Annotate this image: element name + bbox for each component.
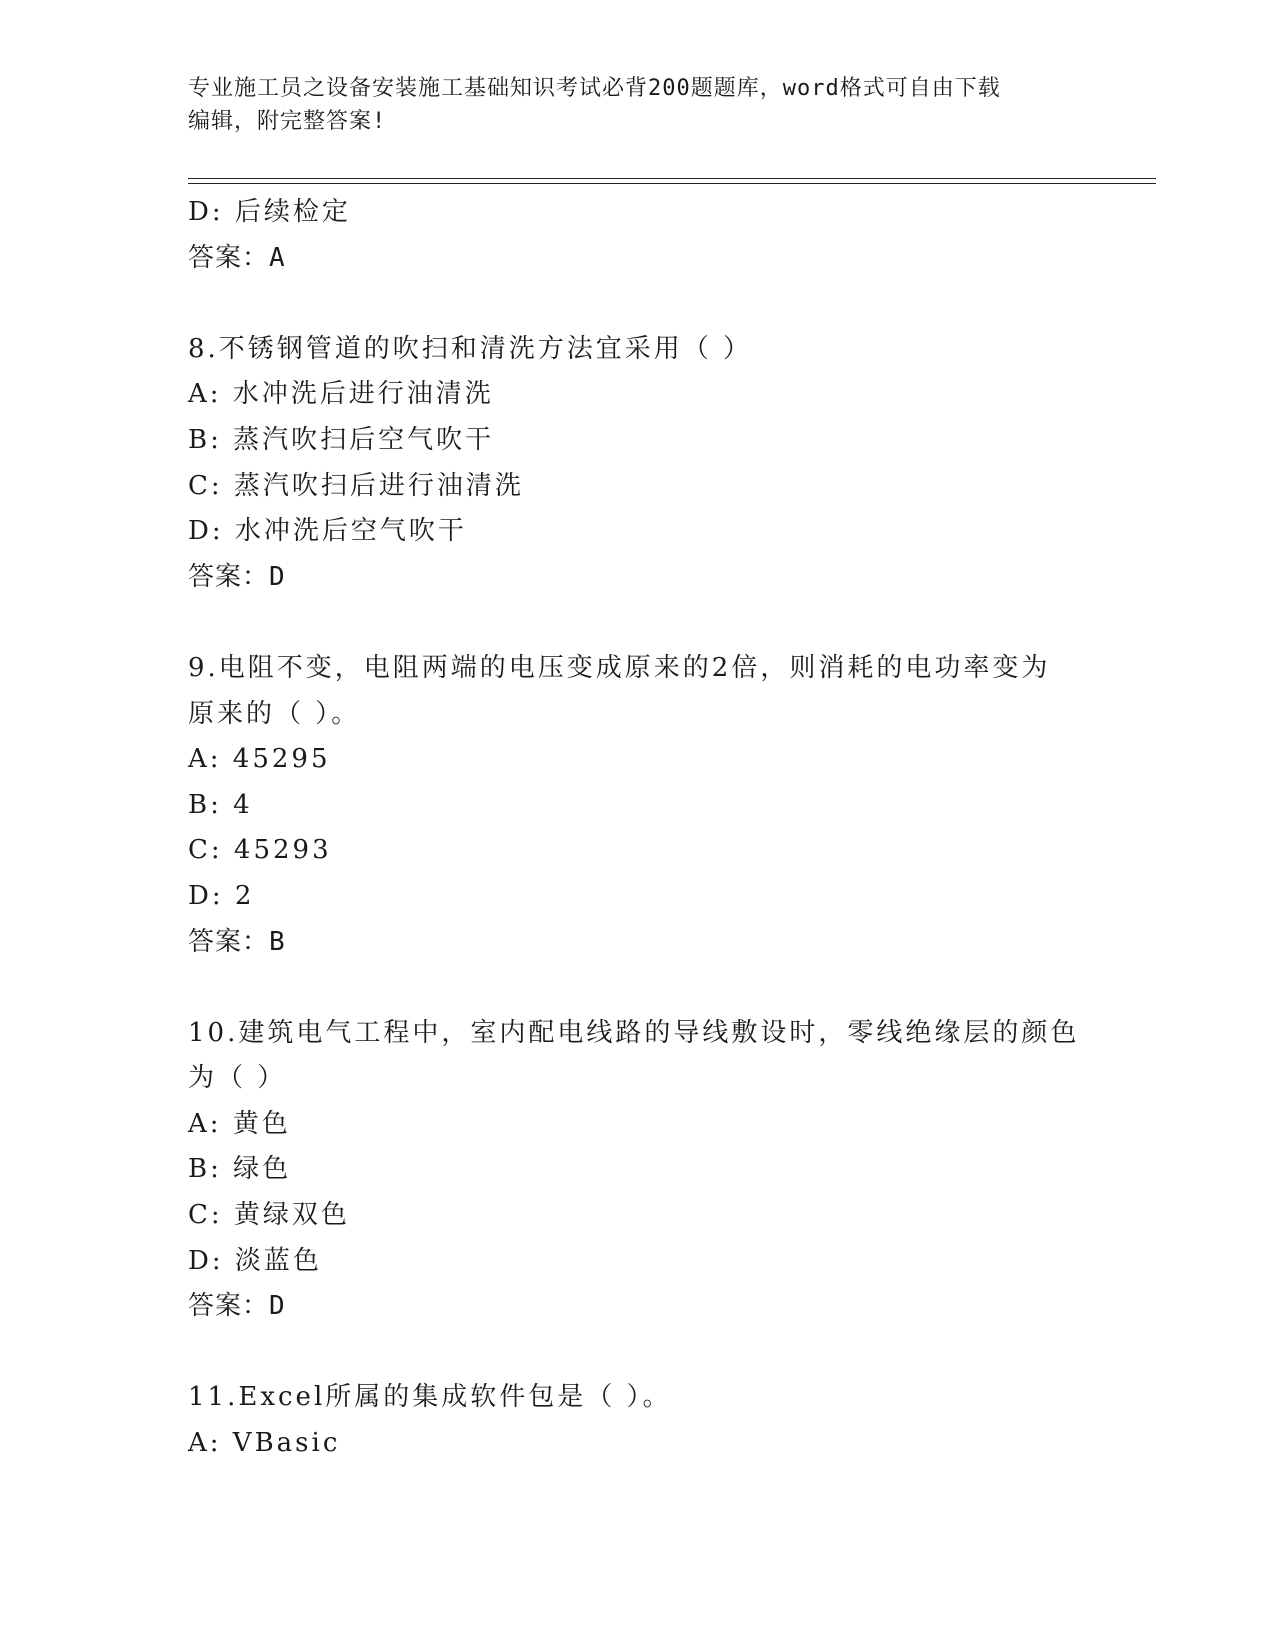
question-stem-line-2: 为（ ） [188, 1063, 287, 1094]
question-9 [188, 646, 1088, 965]
option-d: D: 水冲洗后空气吹干 [188, 516, 467, 547]
question-stem: 8.不锈钢管道的吹扫和清洗方法宜采用（ ） [188, 333, 753, 364]
option-a: A: VBasic [188, 1428, 341, 1459]
question-stem-line-1: 9.电阻不变，电阻两端的电压变成原来的2倍，则消耗的电功率变为 [188, 652, 1051, 683]
question-7-tail [188, 190, 1088, 281]
question-stem: 11.Excel所属的集成软件包是（ ）。 [188, 1382, 672, 1413]
question-8 [188, 327, 1088, 601]
option-c: C: 蒸汽吹扫后进行油清洗 [188, 470, 524, 501]
question-10 [188, 1011, 1088, 1330]
question-11 [188, 1375, 1088, 1466]
option-c: C: 黄绿双色 [188, 1200, 350, 1231]
option-a: A: 黄色 [188, 1108, 291, 1139]
question-stem-line-1: 10.建筑电气工程中，室内配电线路的导线敷设时，零线绝缘层的颜色 [188, 1017, 1080, 1048]
document-body [188, 190, 1088, 1467]
spacer [188, 965, 1088, 1011]
answer: 答案：D [188, 561, 286, 592]
option-a: A: 45295 [188, 744, 331, 775]
header-line-2: 编辑，附完整答案! [188, 109, 387, 134]
header-double-rule [188, 178, 1156, 184]
option-c: C: 45293 [188, 835, 332, 866]
answer: 答案：D [188, 1291, 286, 1322]
spacer [188, 281, 1088, 327]
option-b: B: 4 [188, 789, 253, 820]
option-d: D: 后续检定 [188, 197, 351, 227]
option-b: B: 绿色 [188, 1154, 292, 1185]
option-a: A: 水冲洗后进行油清洗 [188, 379, 494, 410]
answer: 答案：A [188, 242, 286, 273]
header-line-1: 专业施工员之设备安装施工基础知识考试必背200题题库，word格式可自由下载 [188, 76, 1001, 101]
option-b: B: 蒸汽吹扫后空气吹干 [188, 424, 495, 455]
option-d: D: 2 [188, 880, 255, 911]
option-d: D: 淡蓝色 [188, 1245, 322, 1276]
question-stem-line-2: 原来的（ ）。 [188, 698, 361, 729]
page-header [188, 72, 1068, 138]
spacer [188, 600, 1088, 646]
answer: 答案：B [188, 926, 286, 957]
spacer [188, 1330, 1088, 1376]
